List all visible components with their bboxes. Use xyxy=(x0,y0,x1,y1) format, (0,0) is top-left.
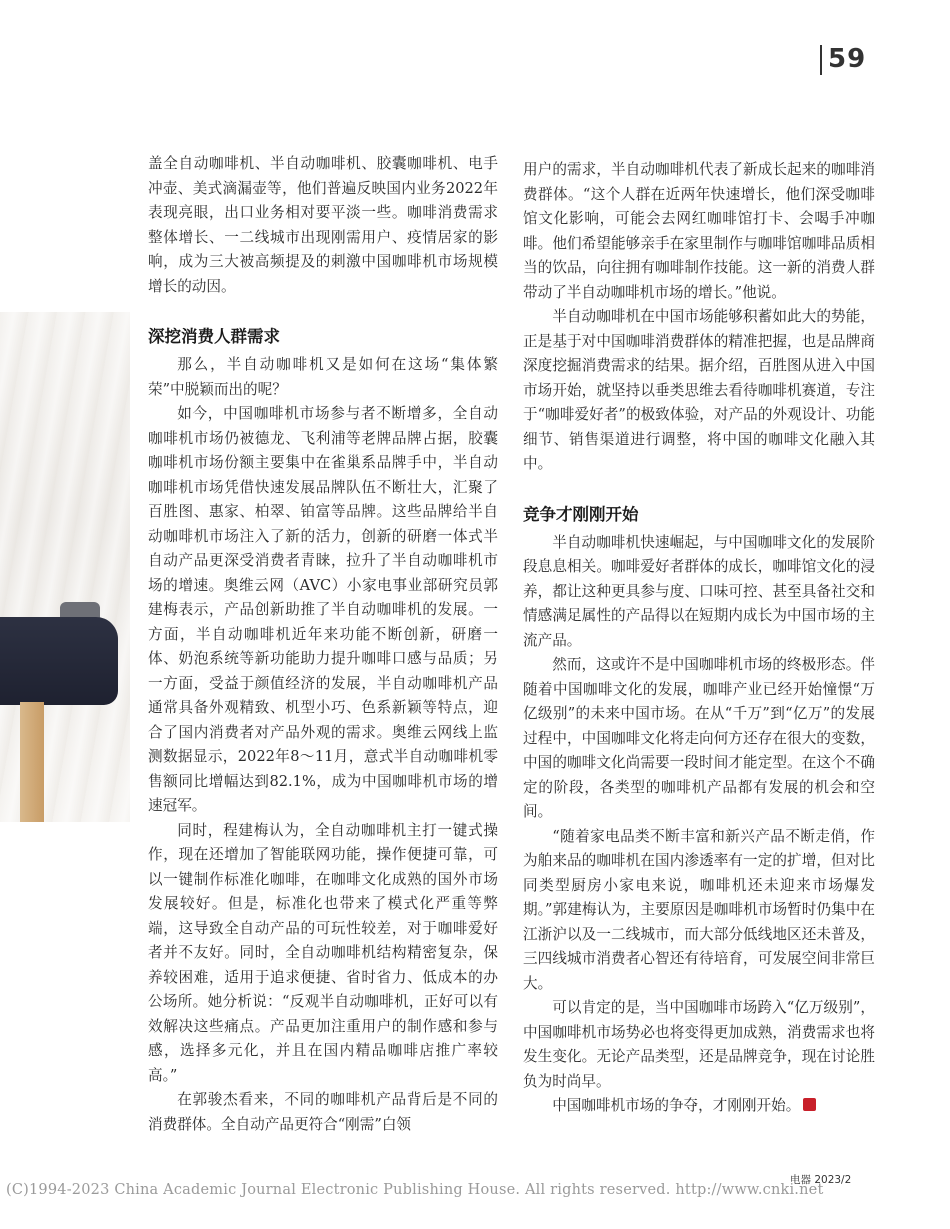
left-column xyxy=(148,152,498,1137)
end-mark-icon xyxy=(803,1098,816,1111)
page-number: 59 xyxy=(828,44,867,74)
paragraph: 然而，这或许不是中国咖啡机市场的终极形态。伴随着中国咖啡文化的发展，咖啡产业已经开始憧憬“万亿级别”的未来中国市场。在从“千万”到“亿万”的发展过程中，中国咖啡文化将走向何方还存在很大的变数，中国的咖啡文化尚需要一段时间才能定型。在这个不确定的阶段，各类型的咖啡机产品都有发展的机会和空间。 xyxy=(523,656,875,820)
section-heading-competition: 竞争才刚刚开始 xyxy=(523,504,639,524)
right-intro-paragraph: 用户的需求，半自动咖啡机代表了新成长起来的咖啡消费群体。“这个人群在近两年快速增长，他们深受咖啡馆文化影响，可能会去网红咖啡馆打卡、会喝手冲咖啡。他们希望能够亲手在家里制作与咖啡馆咖啡品质相当的饮品，向往拥有咖啡制作技能。这一新的消费人群带动了半自动咖啡机市场的增长。”他说。 xyxy=(523,161,875,301)
closing-paragraph xyxy=(523,1094,875,1119)
issue-label: 电器 2023/2 xyxy=(790,1174,852,1186)
left-intro-paragraph: 盖全自动咖啡机、半自动咖啡机、胶囊咖啡机、电手冲壶、美式滴漏壶等，他们普遍反映国内业务2022年表现亮眼，出口业务相对要平淡一些。咖啡消费需求整体增长、一二线城市出现刚需用户、疫情居家的影响，成为三大被高频提及的刺激中国咖啡机市场规模增长的动因。 xyxy=(148,155,498,295)
paragraph: 半自动咖啡机快速崛起，与中国咖啡文化的发展阶段息息相关。咖啡爱好者群体的成长，咖啡馆文化的浸养，都让这种更具参与度、口味可控、甚至具备社交和情感满足属性的产品得以在短期内成长为中国市场的主流产品。 xyxy=(523,533,875,649)
coffee-machine-photo xyxy=(0,312,130,822)
page-number-divider xyxy=(820,45,822,75)
section-heading-consumer-demand: 深挖消费人群需求 xyxy=(148,327,280,346)
paragraph: 在郭骏杰看来，不同的咖啡机产品背后是不同的消费群体。全自动产品更符合“刚需”白领 xyxy=(148,1091,498,1133)
paragraph: 可以肯定的是，当中国咖啡市场跨入“亿万级别”，中国咖啡机市场势必也将变得更加成熟，消费需求也将发生变化。无论产品类型，还是品牌竞争，现在讨论胜负为时尚早。 xyxy=(523,999,875,1090)
copyright-notice: (C)1994-2023 China Academic Journal Electronic Publishing House. All rights reserved. http://www.cnki.net xyxy=(6,1182,824,1198)
paragraph: 半自动咖啡机在中国市场能够积蓄如此大的势能，正是基于对中国咖啡消费群体的精准把握，也是品牌商深度挖掘消费需求的结果。据介绍，百胜图从进入中国市场开始，就坚持以垂类思维去看待咖啡机赛道，专注于“咖啡爱好者”的极致体验，对产品的外观设计、功能细节、销售渠道进行调整，将中国的咖啡文化融入其中。 xyxy=(523,308,875,472)
closing-text: 中国咖啡机市场的争夺，才刚刚开始。 xyxy=(552,1097,801,1114)
paragraph: 那么，半自动咖啡机又是如何在这场“集体繁荣”中脱颖而出的呢？ xyxy=(148,356,498,398)
right-column xyxy=(523,158,875,1119)
paragraph: 如今，中国咖啡机市场参与者不断增多，全自动咖啡机市场仍被德龙、飞利浦等老牌品牌占据，胶囊咖啡机市场份额主要集中在雀巢系品牌手中，半自动咖啡机市场凭借快速发展品牌队伍不断壮大，汇聚了百胜图、惠家、柏翠、铂富等品牌。这些品牌给半自动咖啡机市场注入了新的活力，创新的研磨一体式半自动产品更深受消费者青睐，拉升了半自动咖啡机市场的增速。奥维云网（AVC）小家电事业部研究员郭建梅表示，产品创新助推了半自动咖啡机的发展。一方面，半自动咖啡机近年来功能不断创新，研磨一体、奶泡系统等新功能助力提升咖啡口感与品质；另一方面，受益于颜值经济的发展，半自动咖啡机产品通常具备外观精致、机型小巧、色系新颖等特点，迎合了国内消费者对产品外观的需求。奥维云网线上监测数据显示，2022年8～11月，意式半自动咖啡机零售额同比增幅达到82.1%，成为中国咖啡机市场的增速冠军。 xyxy=(148,405,498,814)
paragraph: 同时，程建梅认为，全自动咖啡机主打一键式操作，现在还增加了智能联网功能，操作便捷可靠，可以一键制作标准化咖啡，在咖啡文化成熟的国外市场发展较好。但是，标准化也带来了模式化严重等弊端，这导致全自动产品的可玩性较差，对于咖啡爱好者并不友好。同时，全自动咖啡机结构精密复杂，保养较困难，适用于追求便捷、省时省力、低成本的办公场所。她分析说：“反观半自动咖啡机，正好可以有效解决这些痛点。产品更加注重用户的制作感和参与感，选择多元化，并且在国内精品咖啡店推广率较高。” xyxy=(148,821,498,1084)
paragraph: “随着家电品类不断丰富和新兴产品不断走俏，作为舶来品的咖啡机在国内渗透率有一定的扩增，但对比同类型厨房小家电来说，咖啡机还未迎来市场爆发期。”郭建梅认为，主要原因是咖啡机市场暂时仍集中在江浙沪以及一二线城市，而大部分低线地区还未普及，三四线城市消费者心智还有待培育，可发展空间非常巨大。 xyxy=(523,827,875,992)
